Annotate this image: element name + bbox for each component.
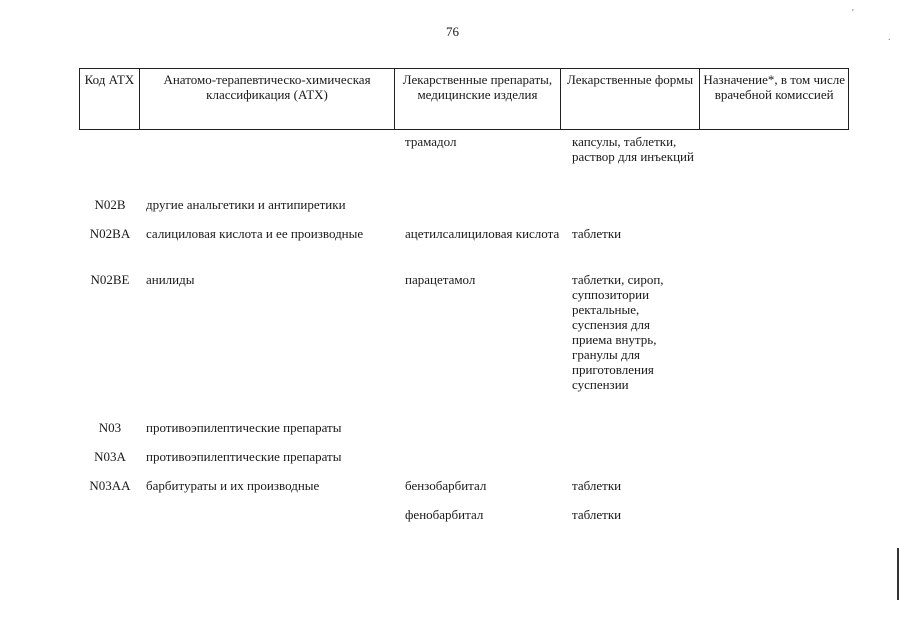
scan-edge-line <box>897 548 899 600</box>
row-classification: анилиды <box>146 272 195 287</box>
header-classification: Анатомо-терапевтическо-химическая классификация (АТХ) <box>140 69 395 129</box>
row-drug: трамадол <box>405 134 457 149</box>
scan-mark: ' <box>852 8 854 19</box>
page-number: 76 <box>446 24 459 39</box>
header-forms: Лекарственные формы <box>561 69 701 129</box>
row-code: N02BA <box>89 226 131 241</box>
row-drug: бензобарбитал <box>405 478 487 493</box>
row-form: капсулы, таблетки, раствор для инъекций <box>572 134 694 164</box>
header-purpose: Назначение*, в том числе врачебной комиссией <box>703 72 845 102</box>
row-form: таблетки <box>572 226 622 241</box>
row-classification: салициловая кислота и ее производные <box>146 226 364 241</box>
row-classification: другие анальгетики и антипиретики <box>146 197 346 212</box>
row-classification: противоэпилептические препараты <box>146 449 342 464</box>
row-drug: парацетамол <box>405 272 476 287</box>
row-drug: ацетилсалициловая кислота <box>405 226 560 241</box>
row-form: таблетки <box>572 507 622 522</box>
row-code: N03AA <box>89 478 131 493</box>
header-code: Код АТХ <box>80 69 140 129</box>
header-drugs: Лекарственные препараты, медицинские изделия <box>395 69 561 129</box>
row-code: N03A <box>94 449 126 464</box>
row-classification: барбитураты и их производные <box>146 478 320 493</box>
row-code: N02BE <box>90 272 130 287</box>
row-code: N02B <box>94 197 126 212</box>
row-classification: противоэпилептические препараты <box>146 420 342 435</box>
row-form: таблетки, сироп, суппозитории ректальные, суспензия для приема внутрь, гранулы для приготовления суспензии <box>572 272 664 392</box>
row-form: таблетки <box>572 478 622 493</box>
scan-mark: . <box>888 32 891 43</box>
row-code: N03 <box>98 420 122 435</box>
row-drug: фенобарбитал <box>405 507 484 522</box>
table-header <box>79 68 849 130</box>
